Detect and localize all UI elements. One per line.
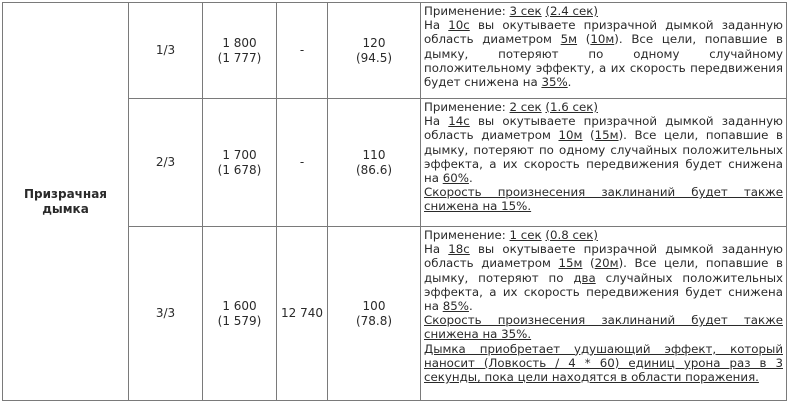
extra-cell: 12 740 [277, 227, 328, 401]
effect-text: На 14с вы окутываете призрачной дымкой заданную область диаметром 10м (15м). Все цели, попавшие в дымку, потеряют по одному случайных положительных эффекта, а их скорость передвижения будет снижена на 60%. [424, 114, 783, 186]
effect-text: На 10с вы окутываете призрачной дымкой заданную область диаметром 5м (10м). Все цели, попавшие в дымку, потеряют по одному случайному положительному эффекту, а их скорость передвижения будет снижена на 35%. [424, 18, 783, 90]
extra-cell: - [277, 3, 328, 99]
cast-speed-text: Скорость произнесения заклинаний будет также снижена на 35%. [424, 313, 783, 342]
cast-speed-text: Скорость произнесения заклинаний будет также снижена на 15%. [424, 185, 783, 214]
cooldown-cell: 120 (94.5) [328, 3, 421, 99]
cost-cell: 1 800 (1 777) [203, 3, 277, 99]
cooldown-cell: 110 (86.6) [328, 99, 421, 227]
level-cell: 2/3 [129, 99, 203, 227]
cooldown-cell: 100 (78.8) [328, 227, 421, 401]
description-cell [421, 227, 787, 401]
skill-name: Призрачная дымка [3, 3, 129, 401]
cost-cell: 1 600 (1 579) [203, 227, 277, 401]
effect-text: На 18с вы окутываете призрачной дымкой заданную область диаметром 15м (20м). Все цели, попавшие в дымку, потеряют по два случайных положительных эффекта, а их скорость передвижения будет снижена на 85%. [424, 242, 784, 314]
suffocation-text: Дымка приобретает удушающий эффект, который наносит (Ловкость / 4 * 60) единиц урона раз в 3 секунды, пока цели находятся в области поражения. [424, 341, 783, 385]
apply-line: Применение: 3 сек (2.4 сек) [424, 4, 598, 18]
table-row [3, 3, 787, 99]
extra-cell: - [277, 99, 328, 227]
apply-line: Применение: 2 сек (1.6 сек) [424, 100, 598, 114]
cost-cell: 1 700 (1 678) [203, 99, 277, 227]
skill-table [2, 2, 787, 401]
description-cell [421, 99, 787, 227]
apply-line: Применение: 1 сек (0.8 сек) [424, 228, 598, 242]
description-cell [421, 3, 787, 99]
level-cell: 3/3 [129, 227, 203, 401]
level-cell: 1/3 [129, 3, 203, 99]
